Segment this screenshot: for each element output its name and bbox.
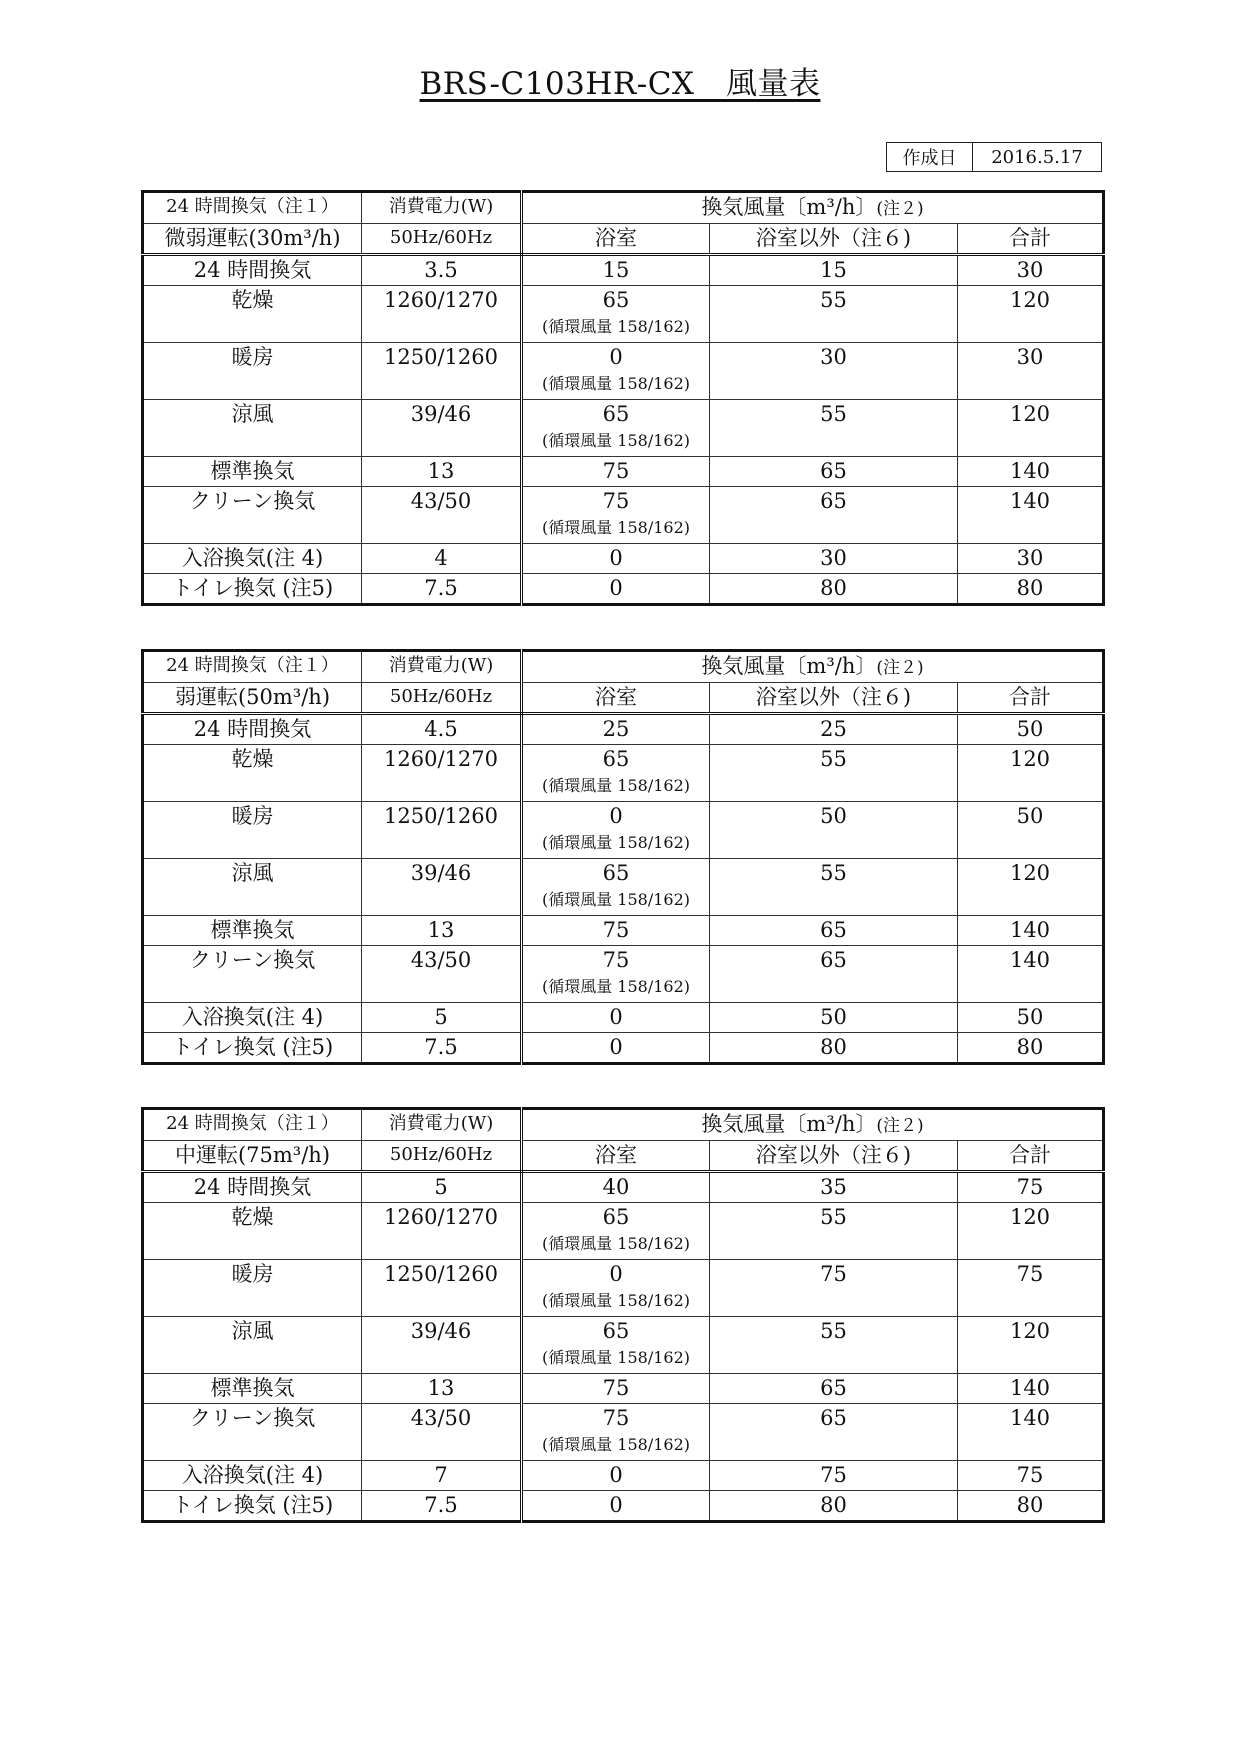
bath-value bbox=[522, 1003, 710, 1033]
table-row bbox=[143, 1172, 1104, 1203]
mode-label: 24 時間換気（注１） bbox=[143, 1109, 362, 1141]
bath-flow: 65 bbox=[602, 861, 630, 885]
airflow-table bbox=[141, 190, 1105, 606]
total-value: 80 bbox=[958, 1033, 1104, 1064]
power-value: 39/46 bbox=[362, 1317, 522, 1374]
total-value: 120 bbox=[958, 286, 1104, 343]
flow-header-title: 換気風量〔m³/h〕 bbox=[701, 195, 877, 219]
table-row bbox=[143, 1203, 1104, 1260]
power-value: 13 bbox=[362, 457, 522, 487]
airflow-table bbox=[141, 1107, 1105, 1523]
other-value: 55 bbox=[710, 745, 958, 802]
mode-name: 入浴換気(注 4) bbox=[143, 1461, 362, 1491]
bath-flow: 0 bbox=[609, 1035, 623, 1059]
circulation-note: (循環風量 158/162) bbox=[541, 890, 691, 909]
table-row bbox=[143, 343, 1104, 400]
flow-header-title: 換気風量〔m³/h〕 bbox=[701, 654, 877, 678]
bath-flow: 65 bbox=[602, 402, 630, 426]
total-value: 50 bbox=[958, 802, 1104, 859]
other-value: 35 bbox=[710, 1172, 958, 1203]
col-header-bath: 浴室 bbox=[522, 683, 710, 714]
power-value: 39/46 bbox=[362, 400, 522, 457]
power-value: 1250/1260 bbox=[362, 802, 522, 859]
circulation-note: (循環風量 158/162) bbox=[541, 833, 691, 852]
bath-value bbox=[522, 286, 710, 343]
other-value: 30 bbox=[710, 544, 958, 574]
bath-flow: 0 bbox=[609, 804, 623, 828]
table-row bbox=[143, 802, 1104, 859]
mode-label: 24 時間換気（注１） bbox=[143, 651, 362, 683]
power-value: 5 bbox=[362, 1172, 522, 1203]
total-value: 80 bbox=[958, 1491, 1104, 1522]
table-row bbox=[143, 487, 1104, 544]
table-row bbox=[143, 544, 1104, 574]
flow-header-title: 換気風量〔m³/h〕 bbox=[701, 1112, 877, 1136]
total-value: 75 bbox=[958, 1461, 1104, 1491]
bath-value bbox=[522, 1260, 710, 1317]
bath-value bbox=[522, 1172, 710, 1203]
other-value: 15 bbox=[710, 255, 958, 286]
power-value: 43/50 bbox=[362, 1404, 522, 1461]
mode-name: 乾燥 bbox=[143, 286, 362, 343]
mode-name: クリーン換気 bbox=[143, 1404, 362, 1461]
bath-flow: 75 bbox=[602, 459, 630, 483]
table-row bbox=[143, 574, 1104, 605]
total-value: 75 bbox=[958, 1172, 1104, 1203]
total-value: 140 bbox=[958, 946, 1104, 1003]
mode-name: 入浴換気(注 4) bbox=[143, 544, 362, 574]
power-unit: 50Hz/60Hz bbox=[362, 224, 522, 255]
circulation-note: (循環風量 158/162) bbox=[541, 1348, 691, 1367]
total-value: 30 bbox=[958, 343, 1104, 400]
total-value: 75 bbox=[958, 1260, 1104, 1317]
other-value: 65 bbox=[710, 1374, 958, 1404]
power-value: 39/46 bbox=[362, 859, 522, 916]
mode-name: 標準換気 bbox=[143, 916, 362, 946]
bath-value bbox=[522, 487, 710, 544]
total-value: 50 bbox=[958, 714, 1104, 745]
table-row bbox=[143, 1033, 1104, 1064]
table-row bbox=[143, 1404, 1104, 1461]
flow-header bbox=[522, 192, 1104, 224]
bath-value bbox=[522, 1461, 710, 1491]
other-value: 75 bbox=[710, 1461, 958, 1491]
mode-name: 24 時間換気 bbox=[143, 714, 362, 745]
bath-flow: 0 bbox=[609, 1493, 623, 1517]
bath-value bbox=[522, 544, 710, 574]
mode-name: 24 時間換気 bbox=[143, 1172, 362, 1203]
power-value: 13 bbox=[362, 1374, 522, 1404]
col-header-other: 浴室以外（注６) bbox=[710, 224, 958, 255]
table-row bbox=[143, 457, 1104, 487]
power-unit: 50Hz/60Hz bbox=[362, 683, 522, 714]
flow-header-note: (注２) bbox=[876, 199, 924, 219]
table-row bbox=[143, 1003, 1104, 1033]
mode-name: 24 時間換気 bbox=[143, 255, 362, 286]
bath-flow: 75 bbox=[602, 1376, 630, 1400]
bath-value bbox=[522, 1317, 710, 1374]
bath-flow: 0 bbox=[609, 546, 623, 570]
other-value: 65 bbox=[710, 946, 958, 1003]
bath-value bbox=[522, 714, 710, 745]
bath-flow: 40 bbox=[602, 1175, 630, 1199]
bath-value bbox=[522, 343, 710, 400]
other-value: 80 bbox=[710, 574, 958, 605]
col-header-total: 合計 bbox=[958, 224, 1104, 255]
mode-name: トイレ換気 (注5) bbox=[143, 1491, 362, 1522]
circulation-note: (循環風量 158/162) bbox=[541, 1234, 691, 1253]
table-row bbox=[143, 1461, 1104, 1491]
other-value: 65 bbox=[710, 916, 958, 946]
mode-name: 暖房 bbox=[143, 1260, 362, 1317]
total-value: 120 bbox=[958, 745, 1104, 802]
table-row bbox=[143, 946, 1104, 1003]
power-header: 消費電力(W) bbox=[362, 651, 522, 683]
circulation-note: (循環風量 158/162) bbox=[541, 776, 691, 795]
bath-flow: 75 bbox=[602, 948, 630, 972]
table-row bbox=[143, 1260, 1104, 1317]
table-row bbox=[143, 1491, 1104, 1522]
mode-name: 暖房 bbox=[143, 343, 362, 400]
flow-header bbox=[522, 1109, 1104, 1141]
total-value: 30 bbox=[958, 544, 1104, 574]
circulation-note: (循環風量 158/162) bbox=[541, 1435, 691, 1454]
mode-name: クリーン換気 bbox=[143, 487, 362, 544]
power-value: 1260/1270 bbox=[362, 1203, 522, 1260]
total-value: 140 bbox=[958, 487, 1104, 544]
bath-value bbox=[522, 1374, 710, 1404]
mode-name: 涼風 bbox=[143, 859, 362, 916]
power-value: 3.5 bbox=[362, 255, 522, 286]
bath-value bbox=[522, 802, 710, 859]
power-value: 5 bbox=[362, 1003, 522, 1033]
created-date-value: 2016.5.17 bbox=[991, 146, 1083, 168]
mode-sublabel: 微弱運転(30m³/h) bbox=[143, 224, 362, 255]
table-row bbox=[143, 745, 1104, 802]
power-value: 43/50 bbox=[362, 946, 522, 1003]
bath-value bbox=[522, 574, 710, 605]
power-value: 1250/1260 bbox=[362, 1260, 522, 1317]
power-value: 4.5 bbox=[362, 714, 522, 745]
total-value: 140 bbox=[958, 457, 1104, 487]
power-value: 7.5 bbox=[362, 574, 522, 605]
bath-value bbox=[522, 946, 710, 1003]
bath-value bbox=[522, 1033, 710, 1064]
col-header-bath: 浴室 bbox=[522, 224, 710, 255]
bath-flow: 0 bbox=[609, 1463, 623, 1487]
mode-name: 標準換気 bbox=[143, 457, 362, 487]
bath-flow: 65 bbox=[602, 288, 630, 312]
bath-value bbox=[522, 400, 710, 457]
other-value: 55 bbox=[710, 859, 958, 916]
flow-header-note: (注２) bbox=[876, 658, 924, 678]
power-value: 4 bbox=[362, 544, 522, 574]
other-value: 55 bbox=[710, 400, 958, 457]
power-unit: 50Hz/60Hz bbox=[362, 1141, 522, 1172]
flow-header-note: (注２) bbox=[876, 1116, 924, 1136]
other-value: 50 bbox=[710, 1003, 958, 1033]
other-value: 65 bbox=[710, 487, 958, 544]
bath-flow: 25 bbox=[602, 717, 630, 741]
table-row bbox=[143, 1374, 1104, 1404]
bath-flow: 75 bbox=[602, 1406, 630, 1430]
col-header-total: 合計 bbox=[958, 1141, 1104, 1172]
mode-name: 涼風 bbox=[143, 1317, 362, 1374]
mode-name: トイレ換気 (注5) bbox=[143, 574, 362, 605]
power-value: 43/50 bbox=[362, 487, 522, 544]
bath-value bbox=[522, 1203, 710, 1260]
bath-flow: 0 bbox=[609, 1005, 623, 1029]
created-date-box bbox=[886, 142, 1102, 172]
circulation-note: (循環風量 158/162) bbox=[541, 1291, 691, 1310]
other-value: 65 bbox=[710, 1404, 958, 1461]
bath-flow: 0 bbox=[609, 1262, 623, 1286]
bath-flow: 65 bbox=[602, 1319, 630, 1343]
bath-flow: 65 bbox=[602, 1205, 630, 1229]
table-row bbox=[143, 714, 1104, 745]
total-value: 120 bbox=[958, 859, 1104, 916]
other-value: 50 bbox=[710, 802, 958, 859]
bath-value bbox=[522, 1491, 710, 1522]
bath-value bbox=[522, 1404, 710, 1461]
col-header-other: 浴室以外（注６) bbox=[710, 1141, 958, 1172]
flow-header bbox=[522, 651, 1104, 683]
mode-name: 乾燥 bbox=[143, 745, 362, 802]
bath-value bbox=[522, 255, 710, 286]
table-row bbox=[143, 286, 1104, 343]
total-value: 120 bbox=[958, 400, 1104, 457]
mode-name: クリーン換気 bbox=[143, 946, 362, 1003]
table-row bbox=[143, 255, 1104, 286]
power-value: 7.5 bbox=[362, 1033, 522, 1064]
other-value: 65 bbox=[710, 457, 958, 487]
other-value: 55 bbox=[710, 1203, 958, 1260]
mode-sublabel: 中運転(75m³/h) bbox=[143, 1141, 362, 1172]
power-value: 13 bbox=[362, 916, 522, 946]
total-value: 140 bbox=[958, 1374, 1104, 1404]
bath-value bbox=[522, 745, 710, 802]
circulation-note: (循環風量 158/162) bbox=[541, 374, 691, 393]
circulation-note: (循環風量 158/162) bbox=[541, 317, 691, 336]
total-value: 30 bbox=[958, 255, 1104, 286]
circulation-note: (循環風量 158/162) bbox=[541, 518, 691, 537]
mode-label: 24 時間換気（注１） bbox=[143, 192, 362, 224]
power-value: 7.5 bbox=[362, 1491, 522, 1522]
bath-value bbox=[522, 457, 710, 487]
other-value: 55 bbox=[710, 286, 958, 343]
table-row bbox=[143, 400, 1104, 457]
bath-flow: 75 bbox=[602, 918, 630, 942]
power-header: 消費電力(W) bbox=[362, 1109, 522, 1141]
total-value: 120 bbox=[958, 1203, 1104, 1260]
bath-value bbox=[522, 916, 710, 946]
power-header: 消費電力(W) bbox=[362, 192, 522, 224]
table-row bbox=[143, 1317, 1104, 1374]
bath-flow: 15 bbox=[602, 258, 630, 282]
mode-name: 入浴換気(注 4) bbox=[143, 1003, 362, 1033]
power-value: 1260/1270 bbox=[362, 286, 522, 343]
total-value: 50 bbox=[958, 1003, 1104, 1033]
bath-flow: 75 bbox=[602, 489, 630, 513]
other-value: 25 bbox=[710, 714, 958, 745]
mode-name: 暖房 bbox=[143, 802, 362, 859]
circulation-note: (循環風量 158/162) bbox=[541, 977, 691, 996]
col-header-total: 合計 bbox=[958, 683, 1104, 714]
mode-name: 乾燥 bbox=[143, 1203, 362, 1260]
other-value: 55 bbox=[710, 1317, 958, 1374]
total-value: 120 bbox=[958, 1317, 1104, 1374]
table-row bbox=[143, 859, 1104, 916]
bath-flow: 65 bbox=[602, 747, 630, 771]
power-value: 1260/1270 bbox=[362, 745, 522, 802]
document-title: BRS-C103HR-CX 風量表 bbox=[419, 66, 821, 102]
mode-sublabel: 弱運転(50m³/h) bbox=[143, 683, 362, 714]
mode-name: 標準換気 bbox=[143, 1374, 362, 1404]
power-value: 1250/1260 bbox=[362, 343, 522, 400]
other-value: 80 bbox=[710, 1033, 958, 1064]
bath-flow: 0 bbox=[609, 345, 623, 369]
col-header-other: 浴室以外（注６) bbox=[710, 683, 958, 714]
total-value: 80 bbox=[958, 574, 1104, 605]
bath-flow: 0 bbox=[609, 576, 623, 600]
other-value: 30 bbox=[710, 343, 958, 400]
total-value: 140 bbox=[958, 1404, 1104, 1461]
col-header-bath: 浴室 bbox=[522, 1141, 710, 1172]
mode-name: トイレ換気 (注5) bbox=[143, 1033, 362, 1064]
created-date-label: 作成日 bbox=[887, 143, 973, 171]
other-value: 80 bbox=[710, 1491, 958, 1522]
circulation-note: (循環風量 158/162) bbox=[541, 431, 691, 450]
table-row bbox=[143, 916, 1104, 946]
mode-name: 涼風 bbox=[143, 400, 362, 457]
power-value: 7 bbox=[362, 1461, 522, 1491]
total-value: 140 bbox=[958, 916, 1104, 946]
other-value: 75 bbox=[710, 1260, 958, 1317]
bath-value bbox=[522, 859, 710, 916]
airflow-table bbox=[141, 649, 1105, 1065]
